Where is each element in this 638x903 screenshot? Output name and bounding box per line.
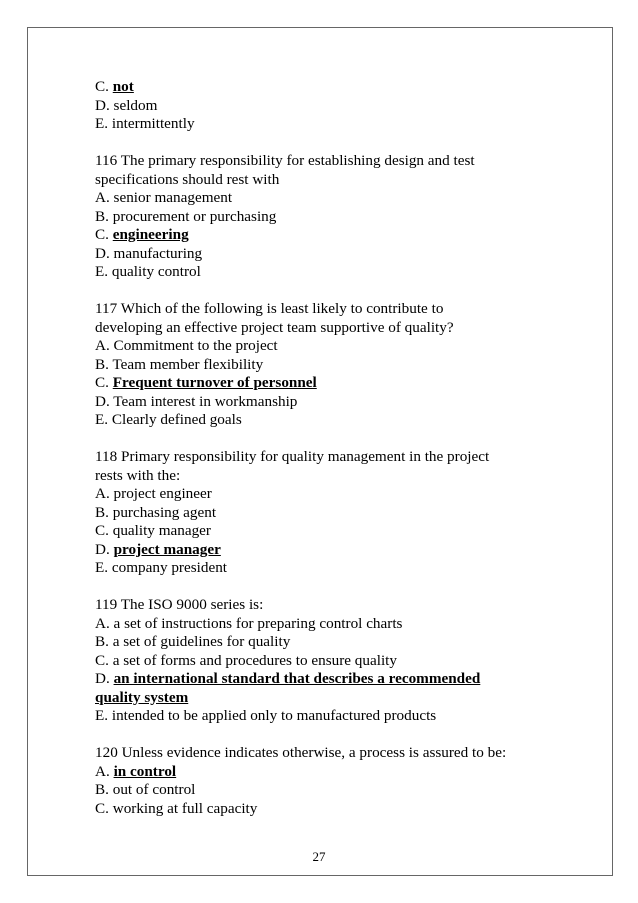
q120-option-b: B. out of control	[95, 781, 196, 798]
q116-stem-line1: 116 The primary responsibility for establishing design and test	[95, 152, 475, 169]
spacer	[95, 430, 565, 449]
correct-answer: project manager	[113, 540, 221, 558]
q116-stem-line2: specifications should rest with	[95, 170, 280, 188]
q120-stem: 120 Unless evidence indicates otherwise, a process is assured to be:	[95, 744, 507, 761]
q118-option-c: C. quality manager	[95, 522, 211, 539]
q119-option-a: A. a set of instructions for preparing control charts	[95, 614, 403, 632]
correct-answer: in control	[113, 762, 177, 780]
q117-stem-line2: developing an effective project team supportive of quality?	[95, 318, 454, 336]
q118-stem-line2: rests with the:	[95, 466, 181, 484]
correct-answer-continued: quality system	[95, 688, 189, 706]
spacer	[95, 134, 565, 153]
q116-option-c	[95, 226, 565, 245]
option-label: D.	[95, 540, 114, 558]
q118-stem-line1: 118 Primary responsibility for quality management in the project	[95, 448, 490, 465]
spacer	[95, 282, 565, 301]
q117-option-a: A. Commitment to the project	[95, 337, 278, 354]
q115-option-d: D. seldom	[95, 96, 158, 114]
q120-option-c: C. working at full capacity	[95, 799, 258, 817]
spacer	[95, 726, 565, 745]
page-number: 27	[312, 849, 326, 864]
q117-option-c	[95, 374, 565, 393]
q116-option-e: E. quality control	[95, 263, 201, 280]
correct-answer: not	[112, 78, 134, 95]
question-text-block	[95, 78, 565, 818]
q118-option-e: E. company president	[95, 559, 228, 576]
q119-option-d-line2	[95, 689, 565, 708]
q117-stem-line1: 117 Which of the following is least likely to contribute to	[95, 300, 444, 317]
q115-option-c	[95, 78, 565, 97]
spacer	[95, 578, 565, 597]
q117-option-e: E. Clearly defined goals	[95, 411, 242, 428]
q118-option-d	[95, 541, 565, 560]
q119-option-d-line1	[95, 670, 565, 689]
q118-option-b: B. purchasing agent	[95, 503, 217, 521]
option-label: C.	[95, 374, 113, 391]
q116-option-b: B. procurement or purchasing	[95, 207, 277, 225]
q119-option-b: B. a set of guidelines for quality	[95, 633, 291, 650]
q120-option-a	[95, 763, 565, 782]
option-label: C.	[95, 78, 113, 95]
option-label: D.	[95, 670, 114, 687]
q118-option-a: A. project engineer	[95, 485, 212, 502]
q119-option-e: E. intended to be applied only to manufactured products	[95, 707, 437, 724]
correct-answer: Frequent turnover of personnel	[112, 374, 317, 391]
q117-option-b: B. Team member flexibility	[95, 355, 264, 373]
correct-answer: an international standard that describes a recommended	[113, 670, 481, 687]
option-label: A.	[95, 762, 114, 780]
q119-option-c: C. a set of forms and procedures to ensure quality	[95, 651, 397, 669]
q119-stem: 119 The ISO 9000 series is:	[95, 596, 264, 613]
correct-answer: engineering	[112, 226, 189, 243]
option-label: C.	[95, 226, 113, 243]
q117-option-d: D. Team interest in workmanship	[95, 392, 298, 410]
q116-option-a: A. senior management	[95, 189, 233, 206]
q116-option-d: D. manufacturing	[95, 244, 203, 262]
q115-option-e: E. intermittently	[95, 115, 195, 132]
